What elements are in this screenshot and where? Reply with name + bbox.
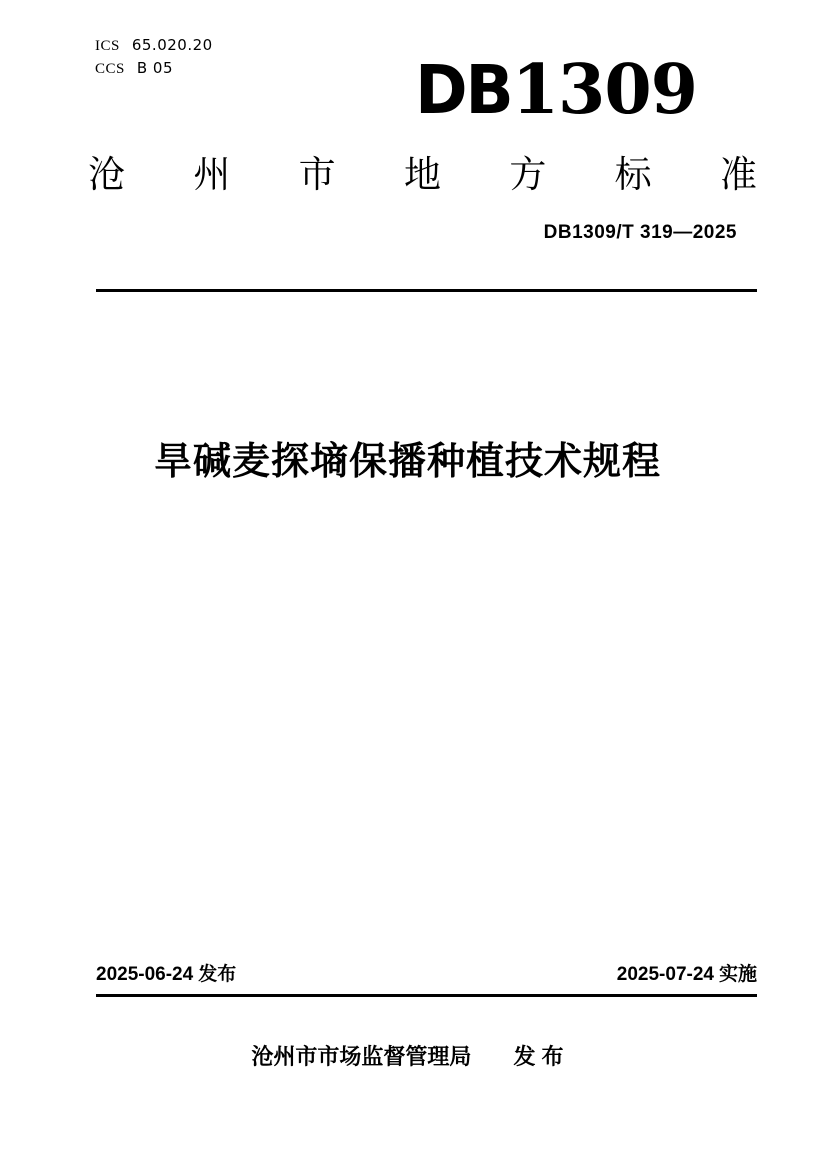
ccs-label: CCS — [95, 61, 125, 77]
standard-name-char: 地 — [403, 154, 441, 195]
dates-row — [96, 965, 757, 984]
ics-code-line — [95, 38, 213, 54]
implementation-date-group — [617, 965, 757, 984]
publisher-name: 沧州市市场监督管理局 — [251, 1044, 472, 1069]
issue-date-group — [96, 965, 236, 984]
footer-divider-rule — [96, 994, 757, 997]
implementation-date: 2025-07-24 — [616, 964, 714, 985]
ccs-value: B 05 — [136, 59, 174, 77]
ics-value: 65.020.20 — [131, 36, 213, 54]
issue-label: 发布 — [198, 964, 237, 985]
standard-name-row — [88, 156, 757, 193]
document-title: 旱碱麦探墒保播种植技术规程 — [153, 441, 661, 483]
logo-db-prefix: DB — [415, 50, 512, 130]
standard-name-char: 州 — [193, 154, 231, 195]
logo-region-code: 1309 — [511, 50, 697, 130]
standard-name-char: 方 — [509, 154, 547, 195]
issue-date: 2025-06-24 — [96, 964, 194, 985]
header-divider-rule — [96, 289, 757, 292]
publish-action-label: 发 布 — [513, 1044, 564, 1069]
document-number: DB1309/T 319—2025 — [543, 222, 737, 243]
standard-name-char: 沧 — [88, 154, 125, 195]
ics-label: ICS — [95, 38, 120, 54]
db-standard-logo — [415, 50, 697, 130]
implementation-label: 实施 — [718, 964, 757, 985]
standard-name-char: 准 — [719, 154, 757, 195]
publisher-row — [0, 1046, 815, 1068]
standard-name-char: 标 — [614, 154, 652, 195]
standard-name-char: 市 — [298, 154, 336, 195]
ccs-code-line — [95, 61, 173, 77]
